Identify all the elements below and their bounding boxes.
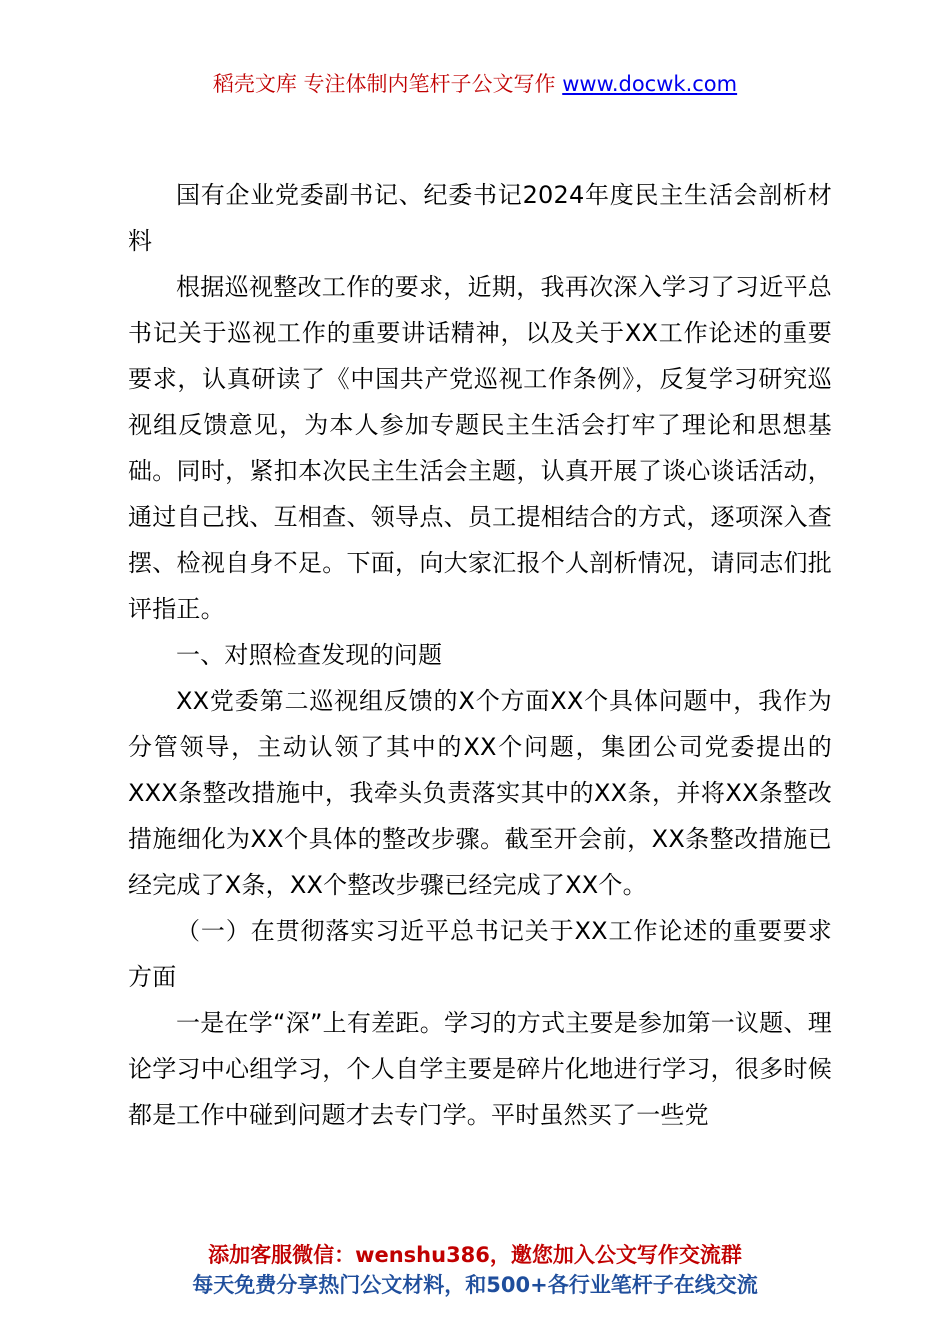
site-header xyxy=(0,68,950,100)
header-brand-text: 稻壳文库 专注体制内笔杆子公文写作 xyxy=(212,72,563,96)
section-heading-problems: 一、对照检查发现的问题 xyxy=(176,641,443,669)
paragraph-study-depth: 一是在学“深”上有差距。学习的方式主要是参加第一议题、理论学习中心组学习，个人自学主要是碎片化地进行学习，很多时候都是工作中碰到问题才去专门学。平时虽然买了一些党 xyxy=(128,1009,832,1129)
footer-share-line: 每天免费分享热门公文材料，和500+各行业笔杆子在线交流 xyxy=(192,1273,758,1297)
paragraph-inspection-feedback: XX党委第二巡视组反馈的X个方面XX个具体问题中，我作为分管领导，主动认领了其中的XX个问题，集团公司党委提出的XXX条整改措施中，我牵头负责落实其中的XX条，并将XX条整改措施细化为XX个具体的整改步骤。截至开会前，XX条整改措施已经完成了X条，XX个整改步骤已经完成了XX个。 xyxy=(128,687,832,899)
subsection-heading-one: （一）在贯彻落实习近平总书记关于XX工作论述的重要要求方面 xyxy=(128,917,832,991)
footer-wechat-line: 添加客服微信：wenshu386，邀您加入公文写作交流群 xyxy=(208,1243,742,1267)
promo-footer xyxy=(0,1240,950,1300)
header-website-link[interactable]: www.docwk.com xyxy=(562,72,738,96)
paragraph-intro: 根据巡视整改工作的要求，近期，我再次深入学习了习近平总书记关于巡视工作的重要讲话精神，以及关于XX工作论述的重要要求，认真研读了《中国共产党巡视工作条例》，反复学习研究巡视组反馈意见，为本人参加专题民主生活会打牢了理论和思想基础。同时，紧扣本次民主生活会主题，认真开展了谈心谈话活动，通过自己找、互相查、领导点、员工提相结合的方式，逐项深入查摆、检视自身不足。下面，向大家汇报个人剖析情况，请同志们批评指正。 xyxy=(128,273,832,623)
document-body xyxy=(128,172,832,1138)
document-title: 国有企业党委副书记、纪委书记2024年度民主生活会剖析材料 xyxy=(128,181,832,255)
